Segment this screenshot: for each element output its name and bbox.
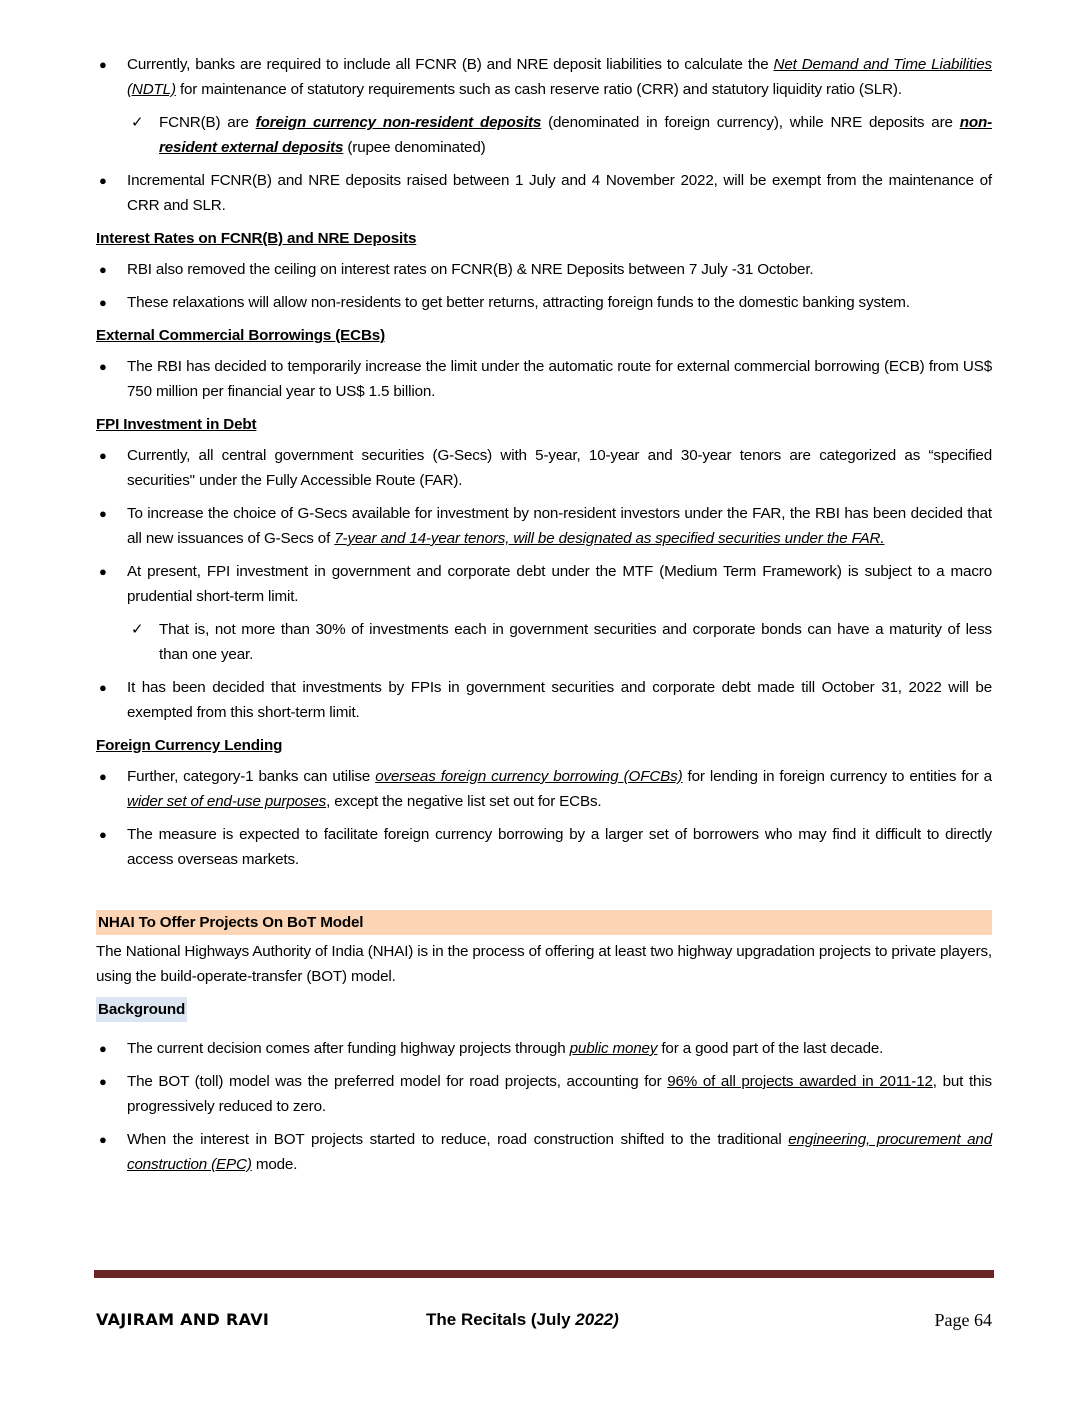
emphasized-text: non-resident external deposits bbox=[159, 114, 992, 156]
text: RBI also removed the ceiling on interest rates on FCNR(B) & NRE Deposits between 7 July -31 October. bbox=[127, 261, 814, 278]
text: The current decision comes after funding highway projects through bbox=[127, 1040, 570, 1057]
emphasized-text: 7-year and 14-year tenors, will be designated as specified securities under the FAR. bbox=[334, 530, 885, 547]
section-heading bbox=[96, 733, 992, 758]
list-item bbox=[96, 110, 992, 160]
list-item bbox=[96, 354, 992, 404]
checkmark-icon: ✓ bbox=[131, 114, 144, 131]
bullet-icon: ● bbox=[99, 1074, 107, 1089]
list-item bbox=[96, 168, 992, 218]
footer-title-year: 2022) bbox=[575, 1310, 619, 1329]
bullet-icon: ● bbox=[99, 769, 107, 784]
bullet-icon: ● bbox=[99, 827, 107, 842]
checkmark-icon: ✓ bbox=[131, 621, 144, 638]
footer bbox=[96, 1310, 992, 1336]
document-body bbox=[96, 52, 992, 1185]
section-heading bbox=[96, 226, 992, 251]
footer-title-main: The Recitals (July bbox=[426, 1310, 576, 1329]
label-text bbox=[96, 997, 187, 1022]
bullet-icon: ● bbox=[99, 564, 107, 579]
text: FCNR(B) are bbox=[159, 114, 256, 131]
emphasized-text: engineering, procurement and construction (EPC) bbox=[127, 1131, 992, 1173]
emphasized-text: overseas foreign currency borrowing (OFCBs) bbox=[375, 768, 683, 785]
text: for a good part of the last decade. bbox=[657, 1040, 884, 1057]
emphasized-text: public money bbox=[569, 1040, 658, 1057]
page-number: Page 64 bbox=[934, 1310, 992, 1330]
list-item bbox=[96, 52, 992, 102]
list-item bbox=[96, 617, 992, 667]
list-item bbox=[96, 257, 992, 282]
bullet-icon: ● bbox=[99, 173, 107, 188]
text: The National Highways Authority of India (NHAI) is in the process of offering at least two highway upgradation projects to private players, using the build-operate-transfer (BOT) model. bbox=[96, 943, 992, 985]
list-item bbox=[96, 1069, 992, 1119]
text: To increase the choice of G-Secs available for investment by non-resident investors under the FAR, the RBI has been decided that all new issuances of G-Secs of bbox=[127, 505, 992, 547]
footer-title bbox=[426, 1310, 619, 1330]
text: NHAI To Offer Projects On BoT Model bbox=[98, 914, 364, 931]
text: The RBI has decided to temporarily increase the limit under the automatic route for external commercial borrowing (ECB) from US$ 750 million per financial year to US$ 1.5 billion. bbox=[127, 358, 992, 400]
bullet-icon: ● bbox=[99, 448, 107, 463]
text: The BOT (toll) model was the preferred model for road projects, accounting for bbox=[127, 1073, 668, 1090]
emphasized-text: 96% of all projects awarded in 2011-12 bbox=[667, 1073, 933, 1090]
bullet-icon: ● bbox=[99, 680, 107, 695]
text: When the interest in BOT projects started to reduce, road construction shifted to the traditional bbox=[127, 1131, 789, 1148]
bullet-icon: ● bbox=[99, 359, 107, 374]
list-item bbox=[96, 501, 992, 551]
text: Currently, all central government securities (G-Secs) with 5-year, 10-year and 30-year tenors are categorized as “specified securities" under the Fully Accessible Route (FAR). bbox=[127, 447, 992, 489]
text: Currently, banks are required to include all FCNR (B) and NRE deposit liabilities to calculate the bbox=[127, 56, 774, 73]
text: mode. bbox=[251, 1156, 298, 1173]
bullet-icon: ● bbox=[99, 506, 107, 521]
text: At present, FPI investment in government and corporate debt under the MTF (Medium Term Framework) is subject to a macro prudential short-term limit. bbox=[127, 563, 992, 605]
list-item bbox=[96, 675, 992, 725]
text: Incremental FCNR(B) and NRE deposits raised between 1 July and 4 November 2022, will be exempt from the maintenance of CRR and SLR. bbox=[127, 172, 992, 214]
text: , except the negative list set out for ECBs. bbox=[326, 793, 602, 810]
text: That is, not more than 30% of investments each in government securities and corporate bonds can have a maturity of less than one year. bbox=[159, 621, 992, 663]
text: (denominated in foreign currency), while NRE deposits are bbox=[541, 114, 960, 131]
text: These relaxations will allow non-residents to get better returns, attracting foreign funds to the domestic banking system. bbox=[127, 294, 910, 311]
text: for maintenance of statutory requirements such as cash reserve ratio (CRR) and statutory liquidity ratio (SLR). bbox=[175, 81, 902, 98]
text: It has been decided that investments by FPIs in government securities and corporate debt made till October 31, 2022 will be exempted from this short-term limit. bbox=[127, 679, 992, 721]
bullet-icon: ● bbox=[99, 57, 107, 72]
footer-publisher: VAJIRAM AND RAVI bbox=[96, 1310, 270, 1329]
section-heading bbox=[96, 412, 992, 437]
emphasized-text: wider set of end-use purposes bbox=[127, 793, 327, 810]
list-item bbox=[96, 764, 992, 814]
article-title bbox=[96, 910, 992, 935]
bullet-icon: ● bbox=[99, 1041, 107, 1056]
footer-rule bbox=[94, 1270, 994, 1278]
text: External Commercial Borrowings (ECBs) bbox=[96, 327, 385, 344]
paragraph bbox=[96, 939, 992, 989]
list-item bbox=[96, 443, 992, 493]
bullet-icon: ● bbox=[99, 1132, 107, 1147]
text: for lending in foreign currency to entities for a bbox=[682, 768, 992, 785]
list-item bbox=[96, 1127, 992, 1177]
emphasized-text: Net Demand and Time Liabilities (NDTL) bbox=[127, 56, 992, 98]
text: , but this progressively reduced to zero. bbox=[127, 1073, 992, 1115]
bullet-icon: ● bbox=[99, 295, 107, 310]
section-heading bbox=[96, 323, 992, 348]
bullet-icon: ● bbox=[99, 262, 107, 277]
list-item bbox=[96, 559, 992, 609]
emphasized-text: foreign currency non-resident deposits bbox=[255, 114, 542, 131]
list-item bbox=[96, 822, 992, 872]
text: FPI Investment in Debt bbox=[96, 416, 257, 433]
list-item bbox=[96, 290, 992, 315]
subsection-label bbox=[96, 997, 992, 1028]
text: Foreign Currency Lending bbox=[96, 737, 283, 754]
text: Interest Rates on FCNR(B) and NRE Deposits bbox=[96, 230, 417, 247]
text: The measure is expected to facilitate foreign currency borrowing by a larger set of borrowers who may find it difficult to directly access overseas markets. bbox=[127, 826, 992, 868]
text: Further, category-1 banks can utilise bbox=[127, 768, 376, 785]
list-item bbox=[96, 1036, 992, 1061]
text: (rupee denominated) bbox=[343, 139, 486, 156]
text: Background bbox=[98, 1001, 186, 1018]
